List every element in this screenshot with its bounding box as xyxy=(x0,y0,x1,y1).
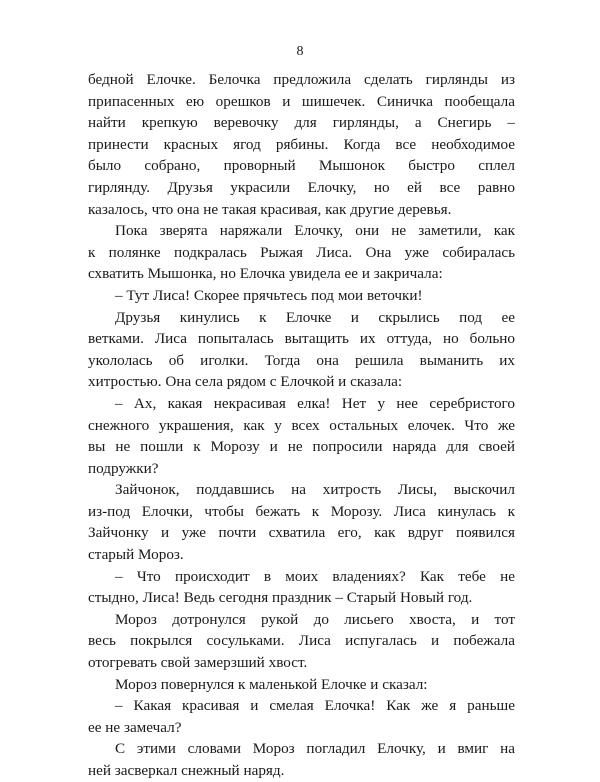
text-line: – Тут Лиса! Скорее прячьтесь под мои веточки! xyxy=(115,286,423,304)
text-line: Мороз повернулся к маленькой Елочке и сказал: xyxy=(115,675,428,693)
text-line: бедной Елочке. Белочка предложила сделать гирлянды из xyxy=(88,71,515,88)
text-line: найти крепкую веревочку для гирлянды, а Снегирь – xyxy=(88,114,515,132)
text-line: Зайчонку и уже почти схватила его, как вдруг появился xyxy=(88,524,515,542)
text-line: Зайчонок, поддавшись на хитрость Лисы, выскочил xyxy=(115,481,515,499)
text-line: старый Мороз. xyxy=(88,546,184,564)
text-line: было собрано, проворный Мышонок быстро сплел xyxy=(88,157,515,175)
text-line: – Что происходит в моих владениях? Как тебе не xyxy=(115,567,515,585)
text-line: снежного украшения, как у всех остальных елочек. Что же xyxy=(88,416,515,434)
text-line: схватить Мышонка, но Елочка увидела ее и закричала: xyxy=(88,265,443,283)
paragraph xyxy=(88,307,515,393)
text-line: хитростью. Она села рядом с Елочкой и сказала: xyxy=(88,373,403,391)
paragraph xyxy=(88,479,515,565)
text-line: ветками. Лиса попыталась вытащить их оттуда, но больно xyxy=(88,330,515,348)
paragraph xyxy=(88,393,515,479)
text-line: С этими словами Мороз погладил Елочку, и вмиг на xyxy=(115,740,515,758)
paragraph xyxy=(88,738,515,781)
page-number: 8 xyxy=(296,44,304,59)
text-line: ее не замечал? xyxy=(88,718,182,736)
text-line: принести красных ягод рябины. Когда все необходимое xyxy=(88,135,515,153)
text-line: Мороз дотронулся рукой до лисьего хвоста, и тот xyxy=(115,610,515,628)
paragraph xyxy=(88,566,515,609)
paragraph xyxy=(88,695,515,738)
text-line: гирлянду. Друзья украсили Елочку, но ей все равно xyxy=(88,178,515,196)
text-line: стыдно, Лиса! Ведь сегодня праздник – Старый Новый год. xyxy=(88,589,473,607)
text-line: Друзья кинулись к Елочке и скрылись под ее xyxy=(115,308,515,326)
text-line: отогревать свой замерзший хвост. xyxy=(88,654,308,672)
paragraph xyxy=(88,609,515,674)
paragraph xyxy=(88,285,515,307)
text-line: казалось, что она не такая красивая, как другие деревья. xyxy=(88,200,452,218)
paragraph xyxy=(88,69,515,220)
text-line: весь покрылся сосульками. Лиса испугалась и побежала xyxy=(88,632,515,650)
paragraph xyxy=(88,220,515,285)
body-text xyxy=(88,69,515,782)
text-line: вы не пошли к Морозу и не попросили наряда для своей xyxy=(88,438,515,456)
text-line: Пока зверята наряжали Елочку, они не заметили, как xyxy=(115,222,515,240)
text-line: укололась об иголки. Тогда она решила выманить их xyxy=(88,351,515,369)
paragraph xyxy=(88,674,515,696)
text-line: припасенных ею орешков и шишечек. Синичка пообещала xyxy=(88,92,515,110)
text-line: подружки? xyxy=(88,459,159,477)
text-line: из-под Елочки, чтобы бежать к Морозу. Лиса кинулась к xyxy=(88,502,515,520)
text-line: к полянке подкралась Рыжая Лиса. Она уже собиралась xyxy=(88,243,515,261)
text-line: – Ах, какая некрасивая елка! Нет у нее серебристого xyxy=(115,394,515,412)
text-line: ней засверкал снежный наряд. xyxy=(88,762,285,779)
text-line: – Какая красивая и смелая Елочка! Как же я раньше xyxy=(115,697,515,715)
